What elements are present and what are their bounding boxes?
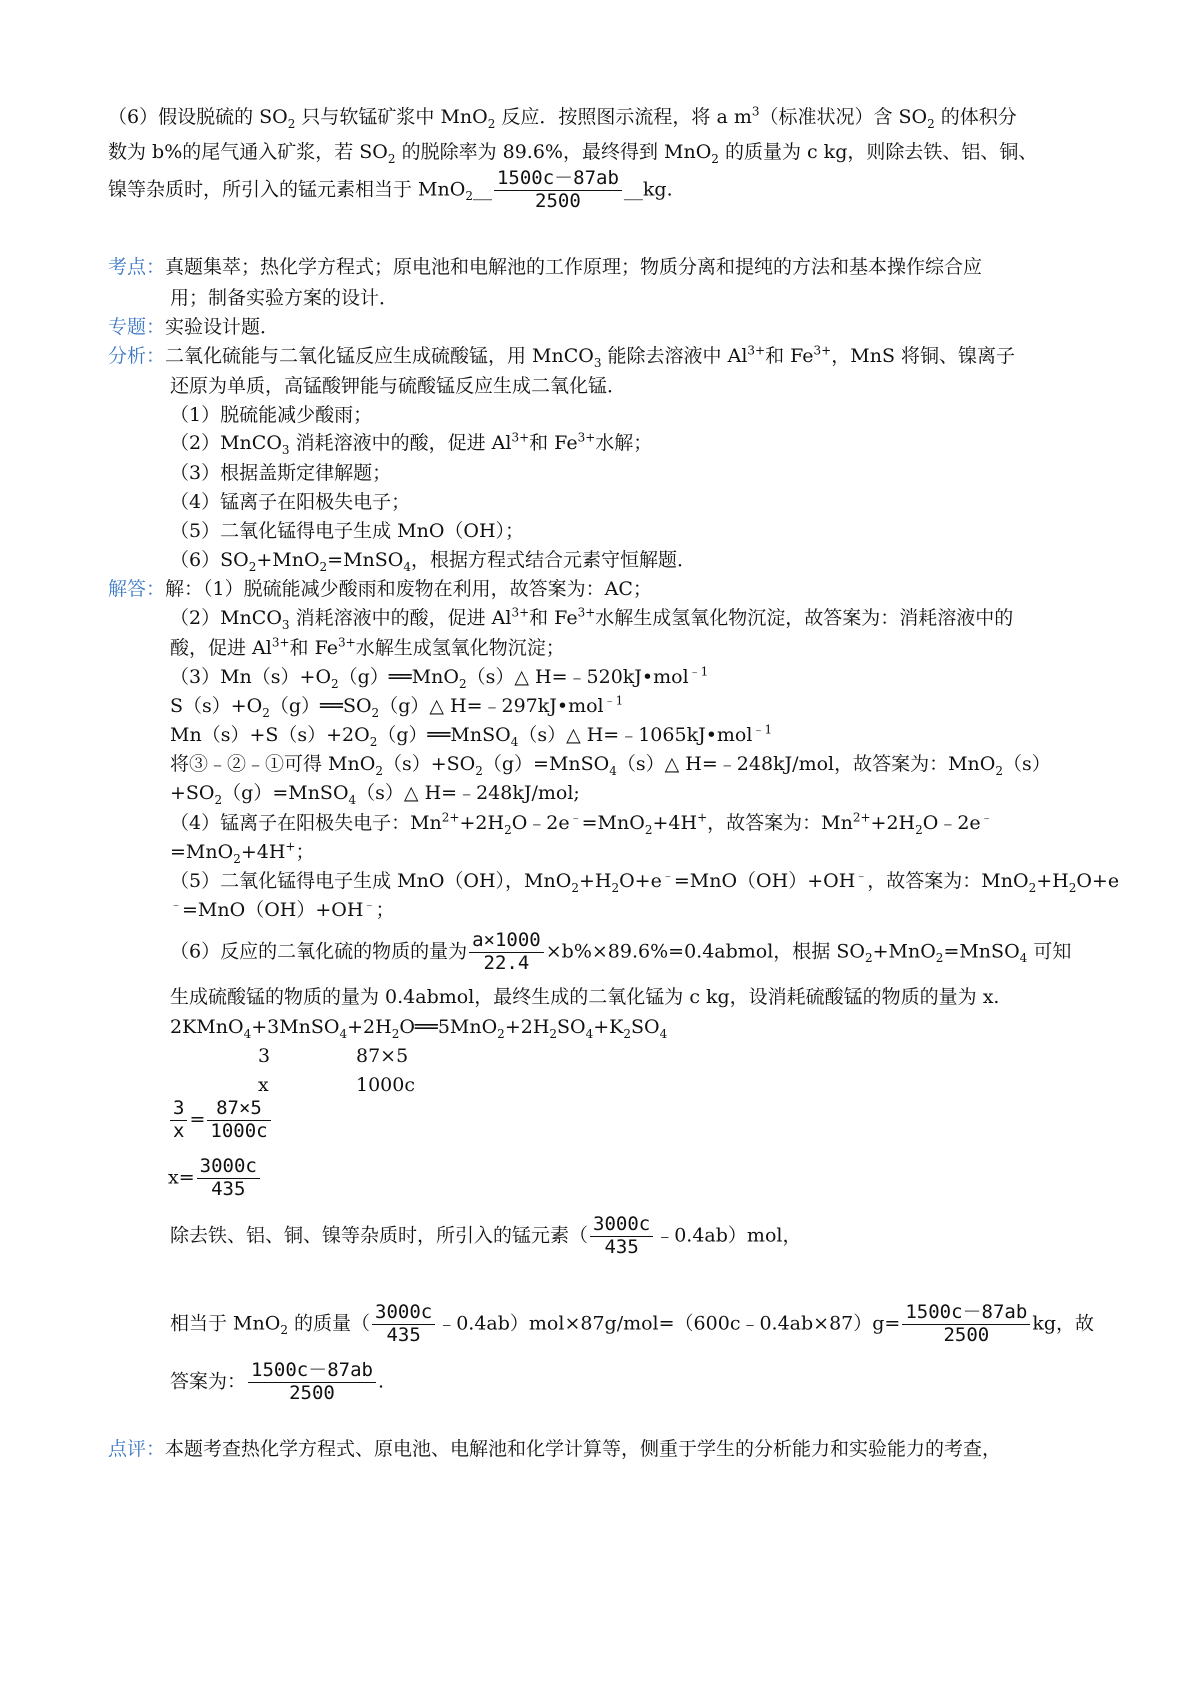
fenxi-label: 分析： bbox=[108, 345, 166, 367]
equation-2: $S(s)+O_2(g)══SO_2(g)\triangle$ H=﹣297kJ•mol$^{﹣1}$ bbox=[170, 693, 624, 720]
jieda-line-1: 解答：解：（1）脱硫能减少酸雨和废物在利用，故答案为：AC； bbox=[108, 578, 652, 600]
ratio-cell-87x5: 87×5 bbox=[356, 1045, 409, 1067]
fenxi-item-2: （2）MnCO$_3$ 消耗溶液中的酸，促进 $Al^{3+}$和 $Fe^{3+}$水解； bbox=[170, 430, 653, 457]
x-solution: x= $\frac{3000c}{435}$ bbox=[168, 1156, 262, 1201]
reaction-equation: $2KMnO_4+3MnSO_4+2H_2O══5MnO_2+2H_2SO_4+K_2SO_4$ bbox=[170, 1016, 668, 1041]
mn-introduced-line: 除去铁、铝、铜、镍等杂质时，所引入的锰元素（ $\frac{3000c}{435}$ ﹣0.4ab）mol， bbox=[170, 1213, 802, 1258]
calc-line-1: （6）反应的二氧化硫的物质的量为 $\frac{a\times 1000}{22.4}$ ×b%×89.6%=0.4abmol，根据 $SO_2+MnO_2=MnSO_4$ 可知 bbox=[170, 929, 1072, 974]
mass-result-fraction: $\frac{1500c-87ab}{2500}$ bbox=[902, 1302, 1030, 1347]
fenxi-item-6: $(6)SO_2+MnO_2=MnSO_4$，根据方程式结合元素守恒解题． bbox=[170, 549, 697, 574]
zhuanti-label: 专题： bbox=[108, 316, 166, 338]
final-answer-line: 答案为： $\frac{1500c-87ab}{2500}$ . bbox=[170, 1359, 385, 1404]
cathode-line-1: （5）二氧化锰得电子生成 MnO（OH），$MnO_2+H_2O+e^﹣=MnO(OH)+OH^﹣$，故答案为：$MnO_2+H_2O+e$ bbox=[170, 868, 1120, 895]
fenxi-item-1: （1）脱硫能减少酸雨； bbox=[170, 404, 373, 426]
jieda-line-3: 酸，促进 $Al^{3+}$和 $Fe^{3+}$水解生成氢氧化物沉淀； bbox=[170, 635, 565, 659]
mn-fraction: $\frac{3000c}{435}$ bbox=[590, 1214, 653, 1259]
fenxi-item-3: （3）根据盖斯定律解题； bbox=[170, 462, 392, 484]
question-line-3: 镍等杂质时，所引入的锰元素相当于 MnO$_2$__ $\frac{1500c-87ab}{2500}$ __kg. bbox=[108, 167, 673, 212]
jieda-line-2: （2）MnCO$_3$ 消耗溶液中的酸，促进 $Al^{3+}$和 $Fe^{3+}$水解生成氢氧化物沉淀，故答案为：消耗溶液中的 bbox=[170, 605, 1014, 632]
final-answer-fraction: $\frac{1500c-87ab}{2500}$ bbox=[248, 1360, 376, 1405]
fraction-87x5-over-1000c: $\frac{87\times 5}{1000c}$ bbox=[207, 1098, 270, 1143]
dianping-label: 点评： bbox=[108, 1438, 166, 1460]
equation-1: $(3)Mn(s)+O_2(g)══MnO_2(s)\triangle$ H=﹣520kJ•mol$^{﹣1}$ bbox=[170, 664, 709, 691]
fraction-3-over-x: $\frac{3}{x}$ bbox=[170, 1098, 187, 1143]
kaodian-label: 考点： bbox=[108, 256, 166, 278]
calc-line-2: 生成硫酸锰的物质的量为 0.4abmol，最终生成的二氧化锰为 c kg，设消耗硫酸锰的物质的量为 x. bbox=[170, 986, 1000, 1008]
equation-5: $+SO_2(g)=MnSO_4(s)\triangle$ H=﹣248kJ/mol; bbox=[170, 782, 580, 807]
answer-fraction: $\frac{1500c-87ab}{2500}$ bbox=[494, 168, 622, 213]
question-line-2: 数为 b%的尾气通入矿浆，若 $SO_2$ 的脱除率为 89.6%，最终得到 MnO$_2$ 的质量为 c kg，则除去铁、铝、铜、 bbox=[108, 141, 1038, 166]
fenxi-line-1: 分析：二氧化硫能与二氧化锰反应生成硫酸锰，用 MnCO$_3$ 能除去溶液中 $Al^{3+}$和 $Fe^{3+}$，MnS 将铜、镍离子 bbox=[108, 343, 1015, 370]
ratio-cell-1000c: 1000c bbox=[356, 1074, 415, 1096]
dianping-line: 点评：本题考查热化学方程式、原电池、电解池和化学计算等，侧重于学生的分析能力和实验能力的考查， bbox=[108, 1438, 1002, 1460]
equation-3: $Mn(s)+S(s)+2O_2(g)══MnSO_4(s)\triangle$ H=﹣1065kJ•mol$^{﹣1}$ bbox=[170, 722, 773, 749]
anode-line-2: =MnO$_2$+4H+； bbox=[170, 839, 315, 866]
equation-4: 将③﹣②﹣①可得 $MnO_2(s)+SO_2(g)=MnSO_4(s)\triangle$ H=﹣248kJ/mol，故答案为：MnO$_2$（s） bbox=[170, 753, 1051, 778]
cathode-line-2: ﹣=MnO（OH）+OH﹣； bbox=[170, 897, 395, 921]
mass-line: 相当于 MnO$_2$ 的质量（ $\frac{3000c}{435}$ ﹣0.4ab）mol×87g/mol=（600c﹣0.4ab×87）g= $\frac{1500c-87ab}{2500}$ kg，故 bbox=[170, 1301, 1094, 1346]
zhuanti-line: 专题：实验设计题． bbox=[108, 316, 280, 338]
jieda-label: 解答： bbox=[108, 578, 166, 600]
fenxi-item-4: （4）锰离子在阳极失电子； bbox=[170, 491, 411, 513]
proportion-equation: $\frac{3}{x}$ = $\frac{87\times 5}{1000c}$ bbox=[168, 1098, 273, 1143]
ratio-cell-x: x bbox=[258, 1074, 269, 1096]
kaodian-line-2: 用；制备实验方案的设计． bbox=[170, 287, 399, 309]
ratio-cell-3: 3 bbox=[258, 1045, 271, 1067]
x-fraction: $\frac{3000c}{435}$ bbox=[197, 1156, 260, 1201]
question-line-1: （6）假设脱硫的 $SO_2$ 只与软锰矿浆中 MnO$_2$ 反应．按照图示流程，将 a $m^3$（标准状况）含 $SO_2$ 的体积分 bbox=[108, 104, 1017, 131]
so2-fraction: $\frac{a\times 1000}{22.4}$ bbox=[469, 930, 544, 975]
mass-fraction: $\frac{3000c}{435}$ bbox=[372, 1302, 435, 1347]
fenxi-line-2: 还原为单质，高锰酸钾能与硫酸锰反应生成二氧化锰． bbox=[170, 375, 627, 397]
kaodian-line-1: 考点：真题集萃；热化学方程式；原电池和电解池的工作原理；物质分离和提纯的方法和基本操作综合应 bbox=[108, 256, 983, 278]
fenxi-item-5: （5）二氧化锰得电子生成 MnO（OH）； bbox=[170, 520, 525, 542]
anode-line-1: （4）锰离子在阳极失电子：$Mn^{2+}+2H_2O﹣2e^﹣=MnO_2+4H^+$，故答案为：$Mn^{2+}+2H_2O﹣2e^﹣$ bbox=[170, 810, 993, 837]
